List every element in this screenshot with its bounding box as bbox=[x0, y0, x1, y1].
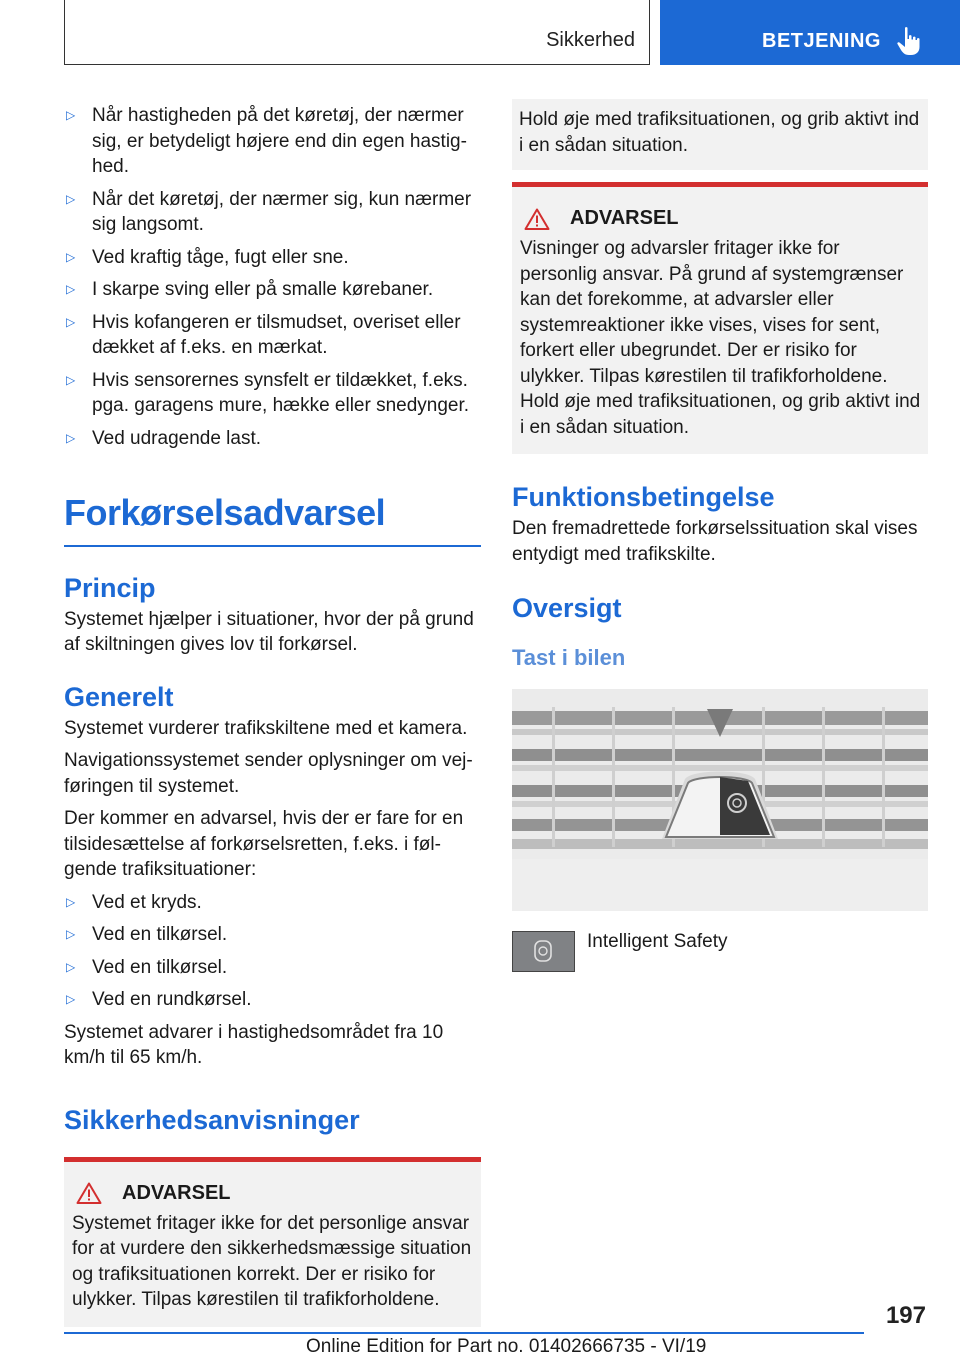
overview-heading: Oversigt bbox=[512, 593, 622, 623]
list-item: ▷ Ved et kryds. bbox=[64, 890, 481, 916]
speed-range-text: Systemet advarer i hastighedsområdet fra 10 km/h til 65 km/h. bbox=[64, 1021, 444, 1068]
legend-label: Intelligent Safety bbox=[587, 931, 728, 952]
triangle-bullet-icon: ▷ bbox=[66, 249, 76, 264]
list-item: ▷ Hvis sensorernes synsfelt er tildækket, f.eks. pga. garagens mure, hække eller snedynger. bbox=[64, 368, 481, 419]
list-item: ▷ Hvis kofangeren er tilsmudset, overiset eller dækket af f.eks. en mærkat. bbox=[64, 310, 481, 361]
warning-header bbox=[520, 207, 921, 230]
triangle-bullet-icon: ▷ bbox=[66, 282, 76, 296]
right-column bbox=[512, 103, 928, 972]
general-heading: Generelt bbox=[64, 681, 174, 712]
triangle-bullet-icon: ▷ bbox=[66, 959, 76, 974]
triangle-bullet-icon: ▷ bbox=[66, 894, 76, 909]
principle-text: Systemet hjælper i situationer, hvor der på grund af skiltningen gives lov til forkørsel. bbox=[64, 608, 474, 655]
warning-title: ADVARSEL bbox=[570, 207, 679, 229]
list-item: ▷ Ved en rundkørsel. bbox=[64, 987, 481, 1013]
list-item: ▷ Ved en tilkørsel. bbox=[64, 955, 481, 981]
warning-box bbox=[64, 1157, 481, 1327]
triangle-bullet-icon: ▷ bbox=[66, 927, 76, 941]
warning-title: ADVARSEL bbox=[122, 1181, 231, 1204]
general-paragraph: Systemet vurderer trafikskiltene med et kamera. bbox=[64, 717, 468, 739]
limitations-list bbox=[64, 103, 481, 451]
warning-triangle-icon bbox=[524, 208, 550, 230]
legend-row bbox=[512, 931, 928, 972]
main-heading: Forkørselsadvarsel bbox=[64, 492, 386, 533]
warning-text: Visninger og advarsler fritager ikke for personlig ansvar. På grund af systemgrænser kan det forekomme, at advarsler eller systemreaktioner ikke vises, vises for sent, forkert eller ubegrundet. Der er risiko for ulykker. Tilpas kørestilen til trafikforholdene. Hold øje med trafiksituationen, og grib aktivt ind i en sådan situation. bbox=[520, 238, 921, 438]
header-section-title: Sikkerhed bbox=[546, 29, 635, 51]
triangle-bullet-icon: ▷ bbox=[66, 372, 76, 387]
function-text: Den fremadrettede forkørselssituation skal vises entydigt med trafikskilte. bbox=[512, 518, 918, 565]
button-heading: Tast i bilen bbox=[512, 645, 626, 670]
chapter-tab[interactable] bbox=[660, 0, 960, 65]
triangle-bullet-icon: ▷ bbox=[66, 108, 76, 122]
chapter-tab-label: BETJENING bbox=[762, 30, 881, 52]
footer-edition-text: Online Edition for Part no. 01402666735 - VI/19 bbox=[306, 1336, 707, 1357]
situations-list bbox=[64, 890, 481, 1013]
function-heading: Funktionsbetingelse bbox=[512, 482, 775, 512]
dashboard-button-illustration bbox=[512, 689, 928, 911]
warning-text: Systemet fritager ikke for det personlige ansvar for at vurdere den sikkerhedsmæssige situation og trafiksituationen korrekt. Der er risiko for ulykker. Tilpas kørestilen til trafikforholdene. bbox=[72, 1212, 472, 1310]
intelligent-safety-button-icon bbox=[512, 931, 575, 972]
warning-box bbox=[512, 182, 928, 454]
triangle-bullet-icon: ▷ bbox=[66, 992, 76, 1006]
footer-divider bbox=[64, 1332, 864, 1334]
general-paragraph: Der kommer en advarsel, hvis der er fare for en tilsidesættelse af forkørselsretten, f.eks. i følgende trafiksituationer: bbox=[64, 808, 464, 880]
safety-heading: Sikkerhedsanvisninger bbox=[64, 1104, 360, 1135]
principle-heading: Princip bbox=[64, 572, 156, 603]
continued-text: Hold øje med trafiksituationen, og grib aktivt ind i en sådan situation. bbox=[519, 109, 920, 156]
heading-divider bbox=[64, 545, 481, 547]
triangle-bullet-icon: ▷ bbox=[66, 430, 76, 445]
list-item: ▷ Ved udragende last. bbox=[64, 426, 481, 452]
continued-note-box bbox=[512, 99, 928, 170]
left-column bbox=[64, 103, 481, 1327]
header-section-box bbox=[64, 0, 650, 65]
list-item: ▷ I skarpe sving eller på smalle kørebaner. bbox=[64, 277, 481, 303]
list-item: ▷ Ved kraftig tåge, fugt eller sne. bbox=[64, 245, 481, 271]
list-item: ▷ Når hastigheden på det køretøj, der nærmer sig, er betydeligt højere end din egen hastighed. bbox=[64, 103, 481, 180]
general-paragraph: Navigationssystemet sender oplysninger om vejføringen til systemet. bbox=[64, 750, 473, 797]
warning-header bbox=[72, 1182, 474, 1205]
warning-triangle-icon bbox=[76, 1182, 102, 1204]
triangle-bullet-icon: ▷ bbox=[66, 191, 76, 206]
list-item: ▷ Ved en tilkørsel. bbox=[64, 922, 481, 948]
button-photo bbox=[512, 689, 928, 911]
page-number: 197 bbox=[885, 1302, 926, 1329]
triangle-bullet-icon: ▷ bbox=[66, 314, 76, 329]
hand-pointer-icon bbox=[896, 26, 922, 56]
list-item: ▷ Når det køretøj, der nærmer sig, kun nærmer sig langsomt. bbox=[64, 187, 481, 238]
